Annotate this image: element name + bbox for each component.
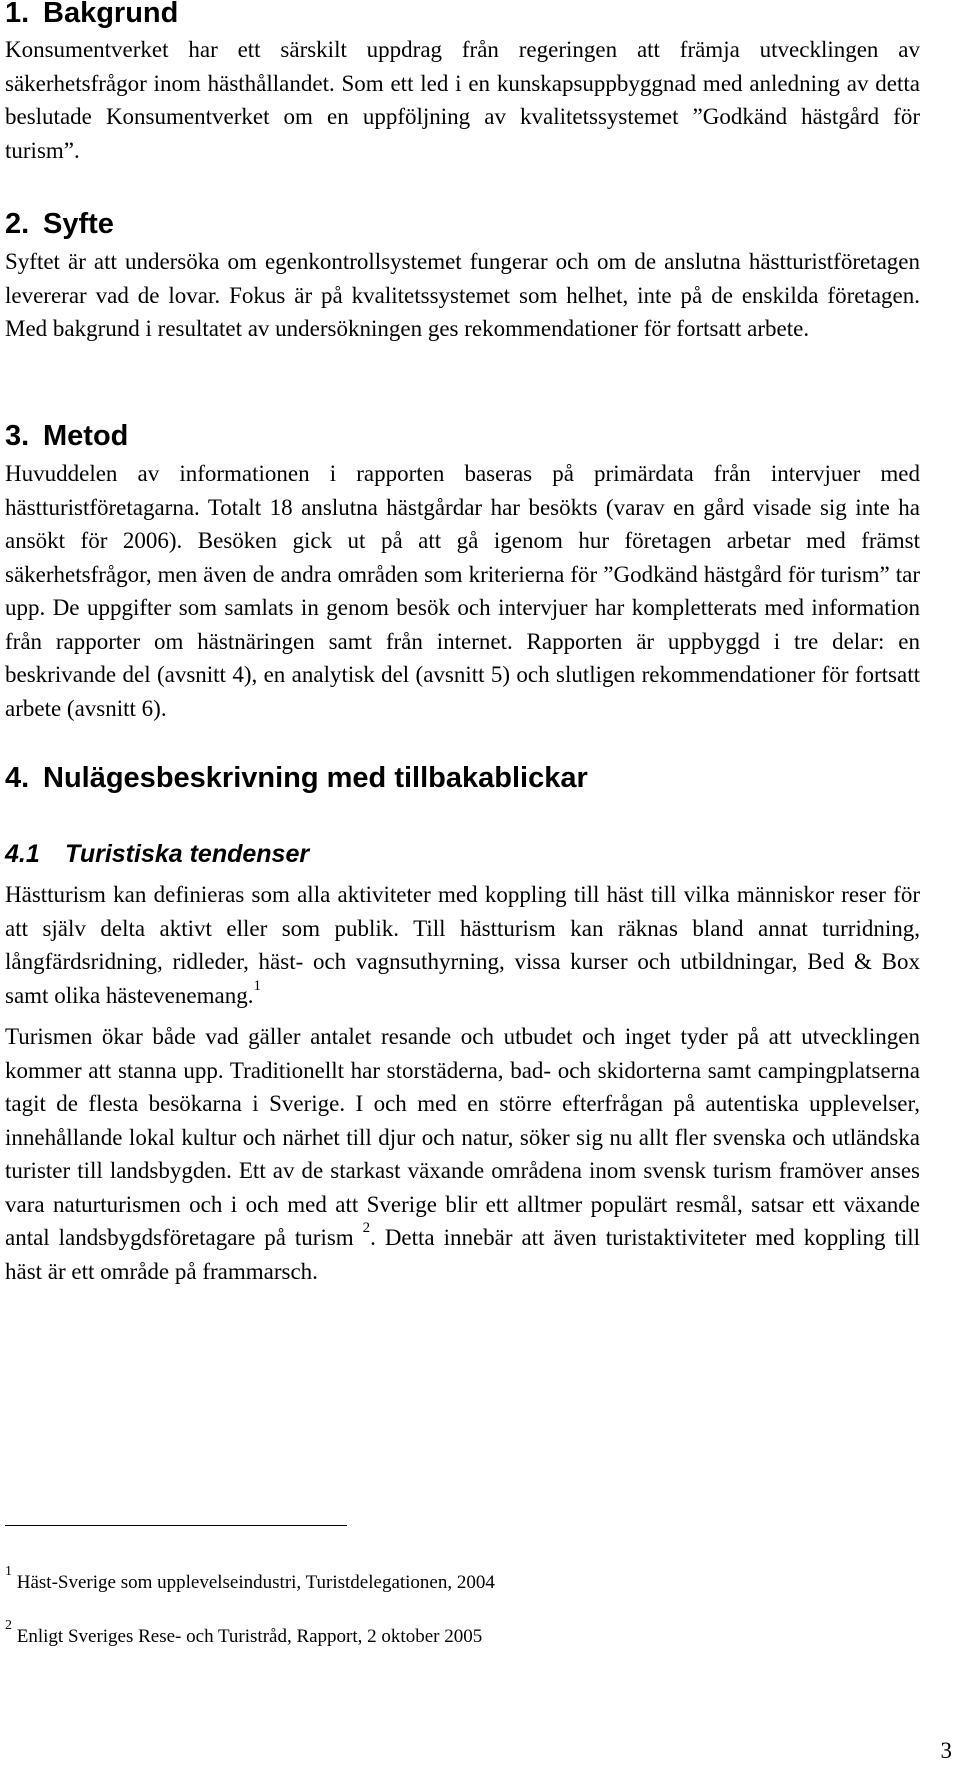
paragraph-text: Hästturism kan definieras som alla aktiviteter med koppling till häst till vilka människor reser för att själv delta aktivt eller som publik. Till hästturism kan räknas bland annat turridning, långfärdsridning, ridleder, häst- och vagnsuthyrning, vissa kurser och utbildningar, Bed & Box samt olika hästevenemang. [5,882,920,1008]
section-heading-bakgrund [5,0,178,31]
section-heading-syfte [5,207,114,242]
footnote-reference: 1 [253,977,261,994]
footnote-text: Häst-Sverige som upplevelseindustri, Turistdelegationen, 2004 [16,1572,495,1593]
paragraph-bakgrund: Konsumentverket har ett särskilt uppdrag från regeringen att främja utvecklingen av säkerhetsfrågor inom hästhållandet. Som ett led i en kunskapsuppbyggnad med anledning av detta beslutade Konsumentverket om en uppföljning av kvalitetssystemet ”Godkänd hästgård för turism”. [5,37,920,163]
page-number: 3 [940,1738,952,1763]
subsection-heading-turistiska-tendenser [5,839,309,869]
footnote-divider [5,1525,347,1526]
paragraph-text: . Detta innebär att även turistaktiviteter med koppling till häst är ett område på frammarsch. [5,1225,921,1284]
subsection-number: 4.1 [5,840,40,868]
section-title: Metod [43,420,129,452]
footnote-reference: 2 [362,1220,371,1237]
paragraph-hastturism [5,878,920,1012]
section-heading-metod [5,419,128,454]
footnote-2 [5,1617,483,1649]
section-title: Nulägesbeskrivning med tillbakablickar [43,762,588,794]
section-number: 4. [5,762,30,794]
paragraph-metod: Huvuddelen av informationen i rapporten baseras på primärdata från intervjuer med hästturistföretagarna. Totalt 18 anslutna hästgårdar har besökts (varav en gård visade sig inte ha ansökt för 2006). Besöken gick ut på att gå igenom hur företagen arbetar med främst säkerhetsfrågor, men även de andra områden som kriterierna för ”Godkänd hästgård för turism” tar upp. De uppgifter som samlats in genom besök och intervjuer har kompletterats med information från rapporter om hästnäringen samt från internet. Rapporten är uppbyggd i tre delar: en beskrivande del (avsnitt 4), en analytisk del (avsnitt 5) och slutligen rekommendationer för fortsatt arbete (avsnitt 6). [5,461,920,721]
section-title: Bakgrund [43,0,179,29]
section-title: Syfte [43,208,114,240]
footnote-1 [5,1563,495,1595]
subsection-title: Turistiska tendenser [65,840,310,868]
section-number: 3. [5,420,30,452]
paragraph-text: Turismen ökar både vad gäller antalet resande och utbudet och inget tyder på att utvecklingen kommer att stanna upp. Traditionellt har storstäderna, bad- och skidorterna samt campingplatserna tagit de flesta besökarna i Sverige. I och med en större efterfrågan på autentiska upplevelser, innehållande lokal kultur och närhet till djur och natur, söker sig nu allt fler svenska och utländska turister till landsbygden. Ett av de starkast växande områdena inom svensk turism framöver anses vara naturturismen och i och med att Sverige blir ett alltmer populärt resmål, satsar ett växande antal landsbygdsföretagare på turism [5,1024,920,1250]
paragraph-syfte: Syftet är att undersöka om egenkontrollsystemet fungerar och om de anslutna hästturistföretagen levererar vad de lovar. Fokus är på kvalitetssystemet som helhet, inte på de enskilda företagen. Med bakgrund i resultatet av undersökningen ges rekommendationer för fortsatt arbete. [5,249,920,341]
paragraph-turismen [5,1020,920,1288]
footnote-number: 1 [5,1563,12,1579]
section-number: 2. [5,208,30,240]
footnote-number: 2 [5,1617,12,1633]
section-number: 1. [5,0,30,29]
footnote-text: Enligt Sveriges Rese- och Turistråd, Rapport, 2 oktober 2005 [16,1626,483,1647]
section-heading-nulagesbeskrivning [5,761,588,796]
